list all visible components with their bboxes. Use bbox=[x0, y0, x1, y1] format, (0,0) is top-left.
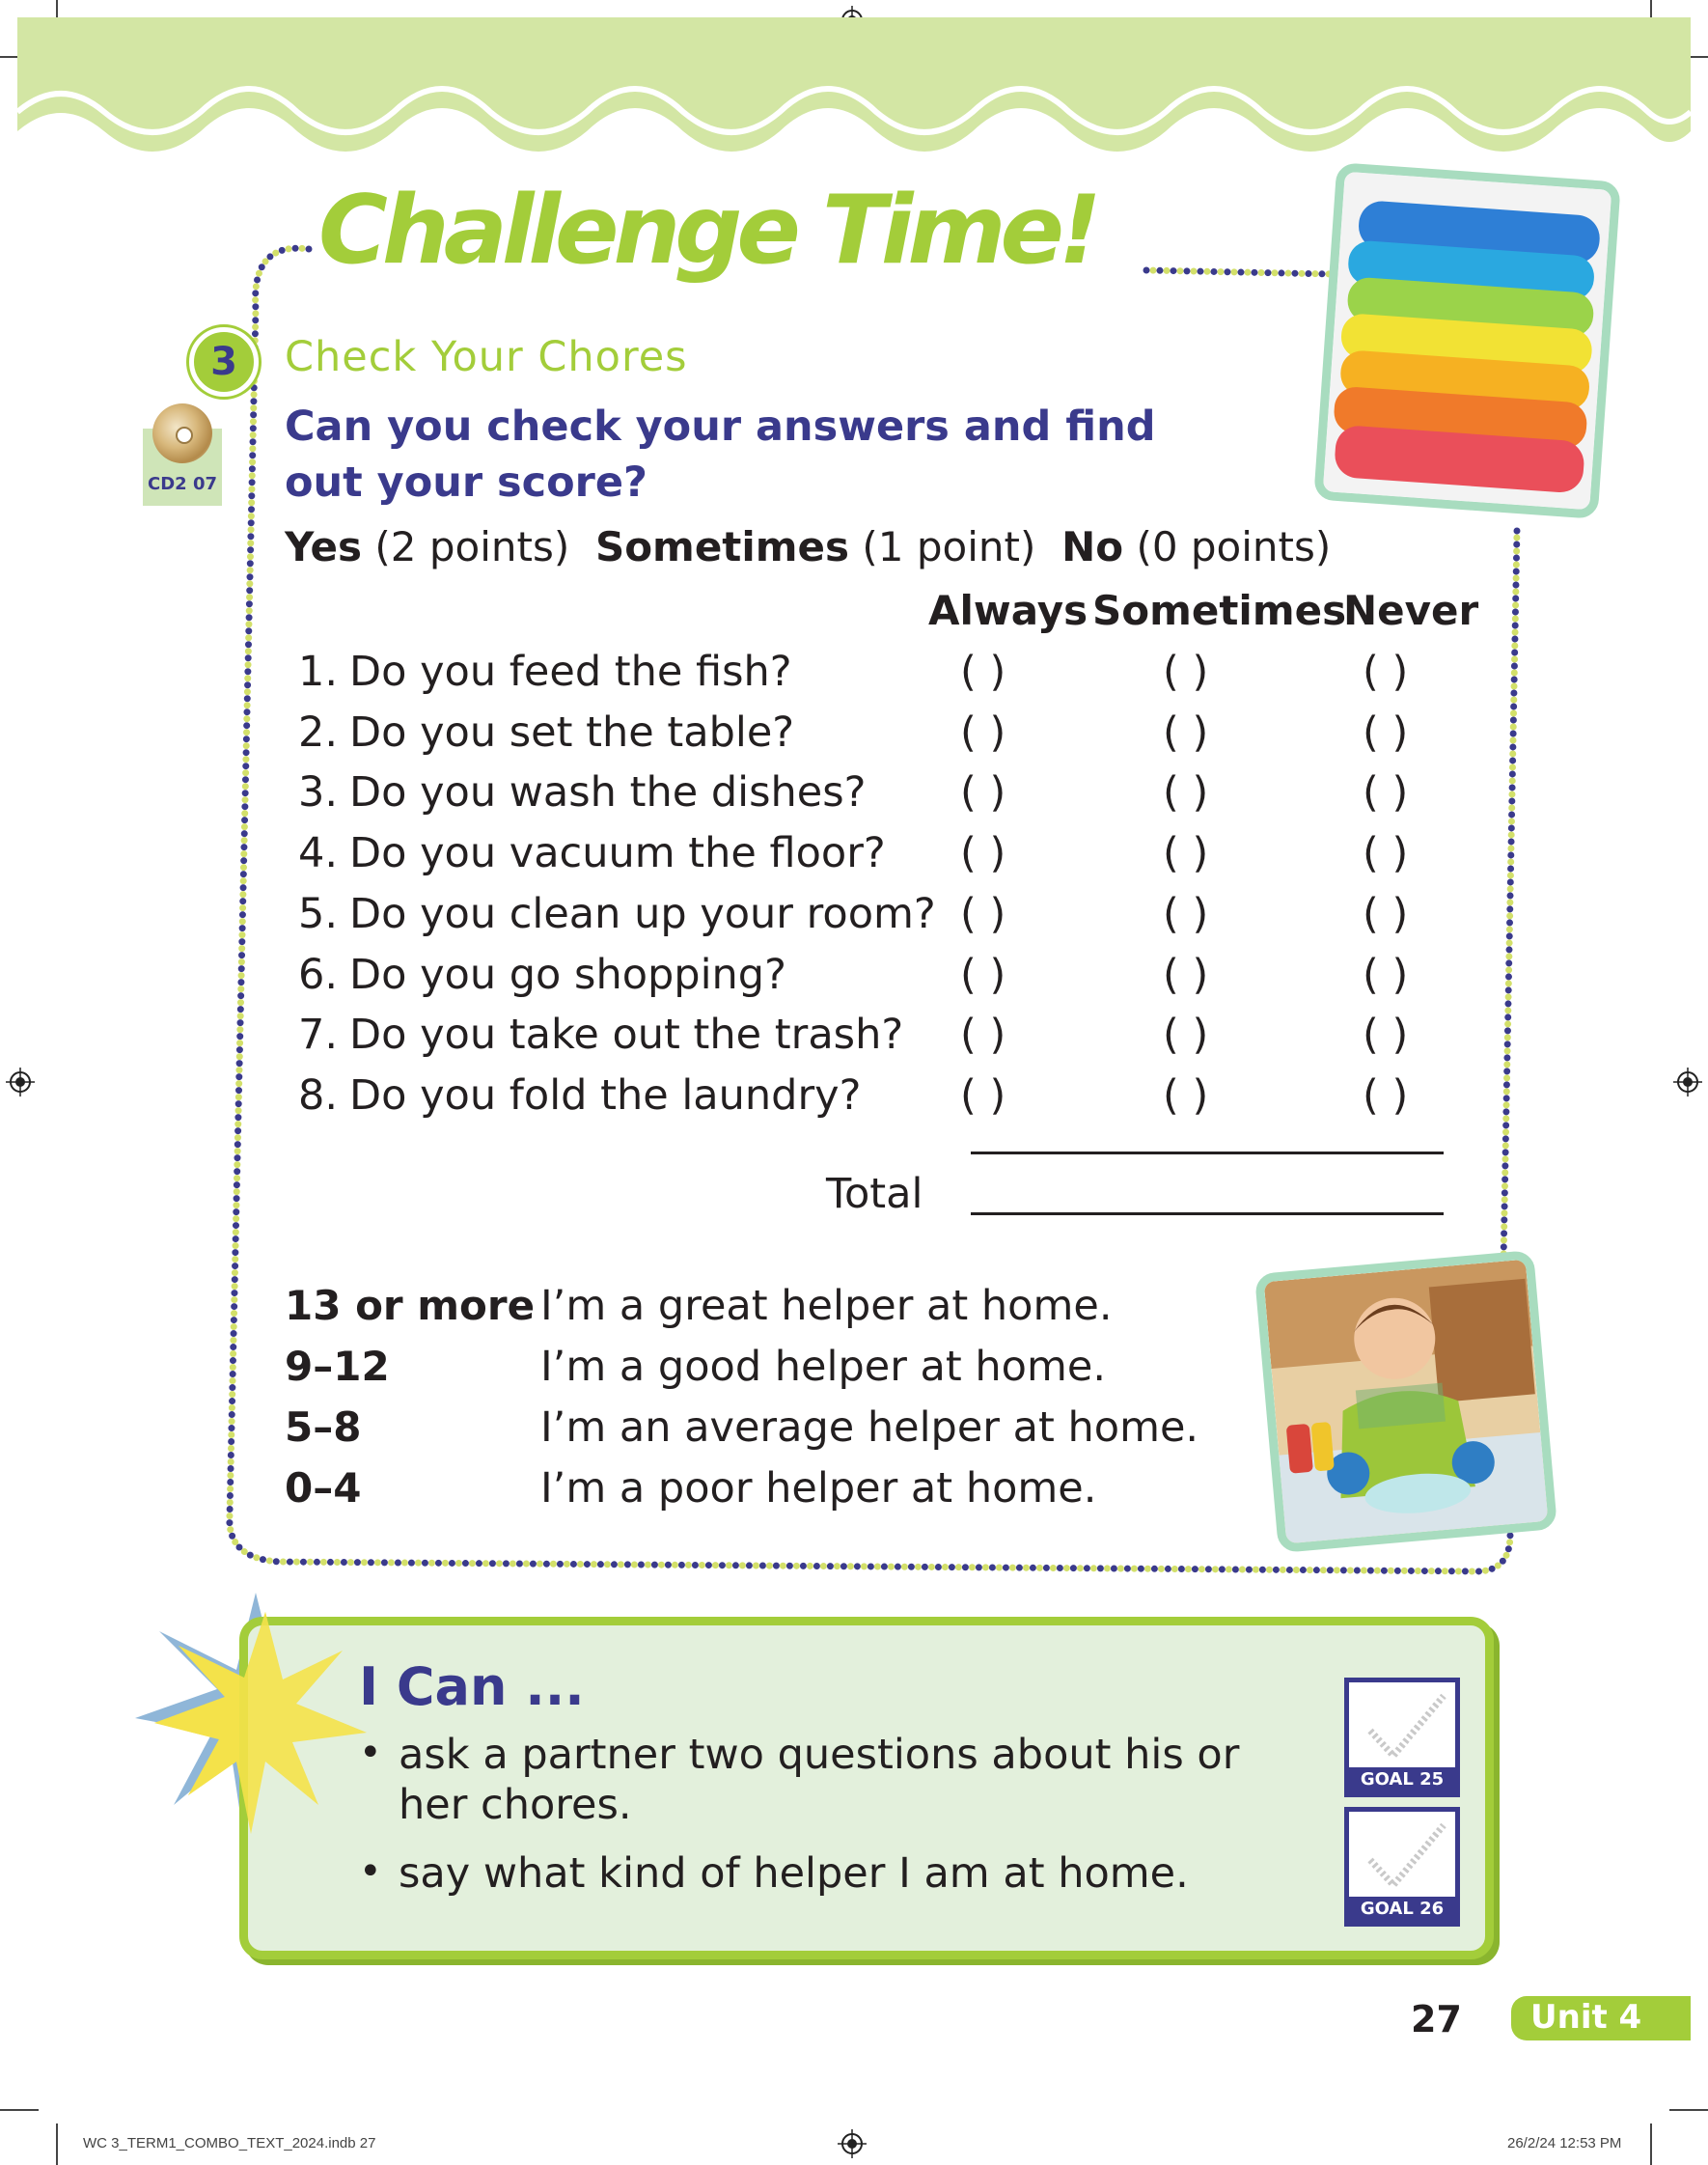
question-text: Do you set the table? bbox=[349, 708, 795, 757]
goal-label: GOAL 26 bbox=[1349, 1897, 1455, 1922]
cd-track-badge[interactable] bbox=[143, 429, 222, 506]
yes-points: (2 points) bbox=[374, 523, 570, 570]
unit-label: Unit 4 bbox=[1530, 1998, 1642, 2037]
i-can-title: I Can ... bbox=[359, 1656, 585, 1717]
bullet-icon: • bbox=[359, 1731, 382, 1775]
cd-track-label: CD2 07 bbox=[148, 474, 217, 494]
answer-line bbox=[971, 1152, 1444, 1154]
header-wave-banner bbox=[17, 17, 1691, 153]
star-burst-icon bbox=[130, 1573, 381, 1863]
never-checkbox[interactable]: ( ) bbox=[1363, 648, 1409, 696]
sometimes-checkbox[interactable]: ( ) bbox=[1163, 950, 1209, 999]
question-number: 1. bbox=[297, 648, 338, 696]
boy-illustration bbox=[1264, 1260, 1549, 1544]
challenge-title: Challenge Time! bbox=[318, 176, 1096, 286]
question-row bbox=[0, 951, 1708, 1012]
never-checkbox[interactable]: ( ) bbox=[1363, 829, 1409, 878]
always-checkbox[interactable]: ( ) bbox=[960, 768, 1006, 818]
no-label: No bbox=[1061, 523, 1124, 570]
question-text: Do you feed the fish? bbox=[349, 648, 792, 696]
never-checkbox[interactable]: ( ) bbox=[1363, 768, 1409, 818]
never-checkbox[interactable]: ( ) bbox=[1363, 889, 1409, 938]
never-checkbox[interactable]: ( ) bbox=[1363, 1070, 1409, 1120]
page-number: 27 bbox=[1411, 1998, 1462, 2040]
question-number: 3. bbox=[297, 768, 338, 818]
sometimes-checkbox[interactable]: ( ) bbox=[1163, 829, 1209, 878]
question-number: 7. bbox=[297, 1011, 338, 1060]
checkmark-icon bbox=[1363, 1818, 1449, 1895]
never-checkbox[interactable]: ( ) bbox=[1363, 1011, 1409, 1060]
score-description: I’m a good helper at home. bbox=[540, 1343, 1107, 1391]
question-number: 6. bbox=[297, 950, 338, 999]
score-description: I’m an average helper at home. bbox=[540, 1403, 1199, 1452]
question-row bbox=[0, 648, 1708, 708]
score-range: 9–12 bbox=[285, 1343, 390, 1390]
i-can-bullet: ask a partner two questions about his or her chores. bbox=[399, 1731, 1240, 1829]
goal-checkbox[interactable] bbox=[1344, 1678, 1460, 1797]
score-range: 5–8 bbox=[285, 1403, 362, 1451]
question-number: 2. bbox=[297, 708, 338, 757]
always-checkbox[interactable]: ( ) bbox=[960, 708, 1006, 757]
always-checkbox[interactable]: ( ) bbox=[960, 648, 1006, 696]
question-row bbox=[0, 890, 1708, 951]
always-checkbox[interactable]: ( ) bbox=[960, 1070, 1006, 1120]
print-slug-date: 26/2/24 12:53 PM bbox=[1507, 2135, 1622, 2151]
activity-title: Check Your Chores bbox=[285, 333, 688, 381]
question-text: Do you vacuum the floor? bbox=[349, 829, 886, 878]
score-description: I’m a great helper at home. bbox=[540, 1282, 1113, 1330]
always-checkbox[interactable]: ( ) bbox=[960, 829, 1006, 878]
registration-mark-icon bbox=[838, 2129, 867, 2158]
question-row bbox=[0, 1071, 1708, 1132]
sometimes-checkbox[interactable]: ( ) bbox=[1163, 708, 1209, 757]
towels-illustration bbox=[1323, 172, 1612, 511]
question-row bbox=[0, 829, 1708, 890]
towels-photo bbox=[1313, 162, 1621, 519]
total-answer-line[interactable] bbox=[971, 1212, 1444, 1215]
sometimes-checkbox[interactable]: ( ) bbox=[1163, 889, 1209, 938]
sometimes-checkbox[interactable]: ( ) bbox=[1163, 1011, 1209, 1060]
crop-mark bbox=[0, 2109, 39, 2111]
question-text: Do you take out the trash? bbox=[349, 1011, 904, 1060]
question-text: Do you clean up your room? bbox=[349, 889, 936, 938]
yes-label: Yes bbox=[285, 523, 363, 570]
sometimes-checkbox[interactable]: ( ) bbox=[1163, 768, 1209, 818]
checkmark-icon bbox=[1363, 1688, 1449, 1765]
question-text: Do you wash the dishes? bbox=[349, 768, 867, 818]
question-row bbox=[0, 708, 1708, 769]
cd-icon bbox=[152, 403, 212, 463]
column-header-always: Always bbox=[928, 587, 1088, 634]
unit-tab bbox=[1511, 1996, 1691, 2040]
never-checkbox[interactable]: ( ) bbox=[1363, 950, 1409, 999]
boy-washing-dishes-photo bbox=[1254, 1250, 1557, 1553]
column-header-sometimes: Sometimes bbox=[1092, 587, 1347, 634]
activity-number-badge: 3 bbox=[189, 327, 259, 397]
sometimes-checkbox[interactable]: ( ) bbox=[1163, 648, 1209, 696]
always-checkbox[interactable]: ( ) bbox=[960, 950, 1006, 999]
no-points: (0 points) bbox=[1136, 523, 1332, 570]
i-can-bullet: say what kind of helper I am at home. bbox=[399, 1849, 1189, 1898]
goal-checkbox[interactable] bbox=[1344, 1807, 1460, 1927]
question-number: 5. bbox=[297, 889, 338, 938]
column-header-never: Never bbox=[1343, 587, 1479, 634]
crop-mark bbox=[56, 2123, 58, 2165]
question-text: Do you fold the laundry? bbox=[349, 1070, 862, 1120]
crop-mark bbox=[1650, 2123, 1652, 2165]
instruction-text: Can you check your answers and find out your score? bbox=[285, 402, 1156, 507]
goal-label: GOAL 25 bbox=[1349, 1767, 1455, 1792]
bullet-icon: • bbox=[359, 1849, 382, 1894]
sometimes-label: Sometimes bbox=[594, 523, 850, 570]
question-row bbox=[0, 1011, 1708, 1071]
question-text: Do you go shopping? bbox=[349, 950, 786, 999]
always-checkbox[interactable]: ( ) bbox=[960, 1011, 1006, 1060]
score-range: 0–4 bbox=[285, 1464, 362, 1512]
total-label: Total bbox=[826, 1170, 923, 1218]
never-checkbox[interactable]: ( ) bbox=[1363, 708, 1409, 757]
points-legend bbox=[285, 523, 1331, 570]
crop-mark bbox=[1669, 2109, 1708, 2111]
print-slug-file: WC 3_TERM1_COMBO_TEXT_2024.indb 27 bbox=[83, 2135, 376, 2151]
always-checkbox[interactable]: ( ) bbox=[960, 889, 1006, 938]
sometimes-checkbox[interactable]: ( ) bbox=[1163, 1070, 1209, 1120]
sometimes-points: (1 point) bbox=[862, 523, 1036, 570]
question-number: 4. bbox=[297, 829, 338, 878]
question-row bbox=[0, 768, 1708, 829]
question-number: 8. bbox=[297, 1070, 338, 1120]
score-description: I’m a poor helper at home. bbox=[540, 1464, 1097, 1513]
score-range: 13 or more bbox=[285, 1282, 536, 1329]
